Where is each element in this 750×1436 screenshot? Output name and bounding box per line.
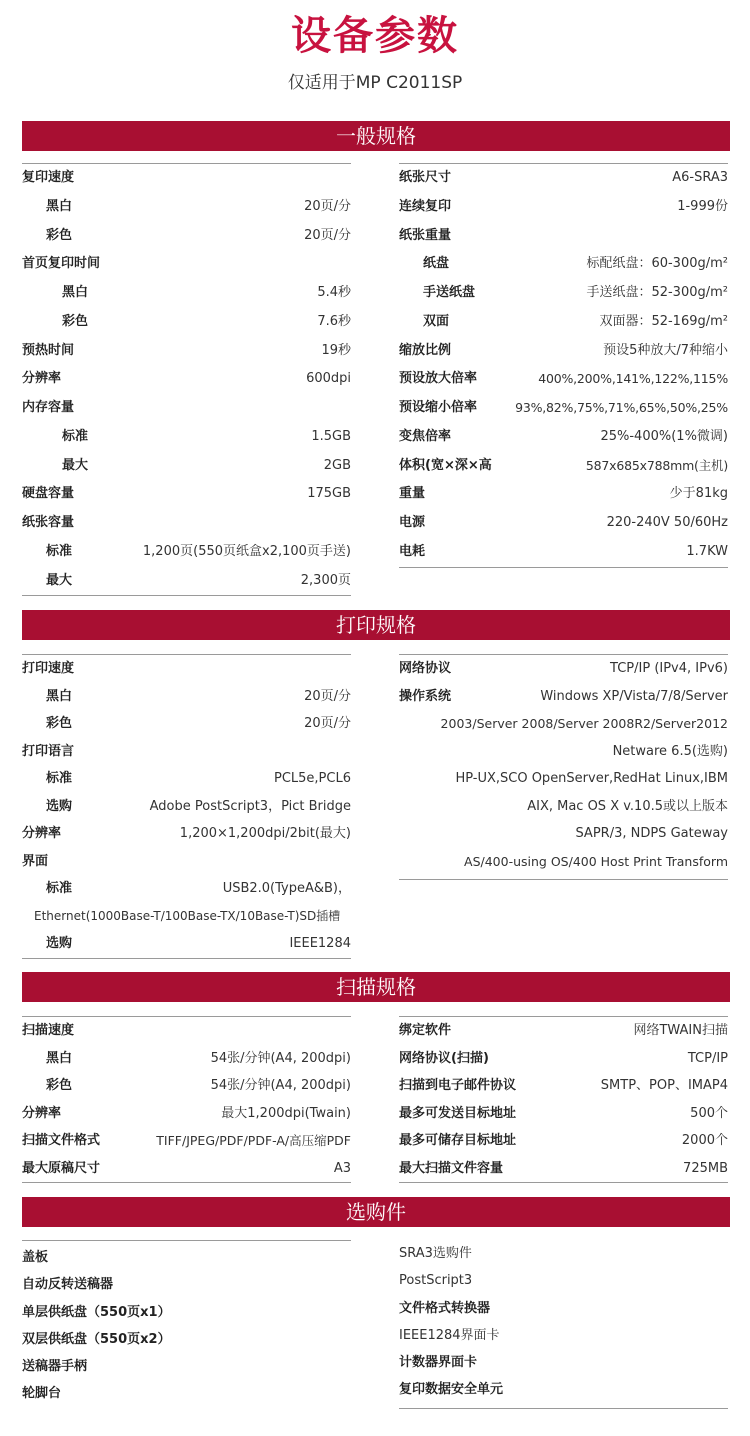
spec-label: 变焦倍率 [399, 428, 452, 444]
spec-label: 纸张容量 [22, 515, 75, 530]
section-header-print: 打印规格 [22, 610, 730, 640]
spec-value: Windows XP/Vista/7/8/Server [540, 688, 728, 704]
spec-row [399, 365, 728, 394]
spec-label: 纸张重量 [399, 227, 452, 243]
spec-row [22, 820, 351, 848]
spec-row [22, 765, 351, 793]
spec-value: 标配纸盘：60-300g/m² [586, 256, 728, 272]
spec-label: 预设缩小倍率 [399, 400, 478, 415]
spec-row [22, 250, 351, 279]
spec-row [399, 509, 728, 538]
spec-value: 20页/分 [304, 198, 351, 214]
spec-row [22, 222, 351, 251]
spec-value: 网络TWAIN扫描 [633, 1023, 728, 1038]
spec-row [399, 279, 728, 308]
spec-value: SAPR/3, NDPS Gateway [575, 826, 728, 841]
option-item [22, 1353, 351, 1380]
option-label: IEEE1284界面卡 [399, 1327, 500, 1343]
spec-row [399, 164, 728, 193]
spec-row [22, 567, 351, 596]
spec-label: 彩色 [62, 313, 89, 329]
option-item [22, 1380, 351, 1407]
spec-label: 纸盘 [423, 256, 450, 272]
spec-row [22, 1072, 351, 1100]
spec-label: 缩放比例 [399, 342, 452, 358]
option-label: 双层供纸盘（550页x2） [22, 1331, 171, 1347]
spec-row [22, 509, 351, 538]
spec-label: 最大 [62, 457, 89, 473]
spec-row [399, 820, 728, 848]
spec-row [399, 765, 728, 793]
spec-row [399, 337, 728, 366]
spec-row [22, 848, 351, 876]
spec-label: 手送纸盘 [423, 285, 476, 300]
spec-label: 网络协议(扫描) [399, 1050, 489, 1066]
spec-label: 选购 [46, 936, 73, 951]
options-left [22, 1240, 351, 1408]
spec-value: 587x685x788mm(主机) [585, 457, 728, 473]
spec-value: 1-999份 [677, 198, 728, 214]
spec-label: 双面 [423, 313, 450, 329]
spec-row [22, 1127, 351, 1155]
spec-value: 少于81kg [669, 486, 728, 502]
option-item [22, 1326, 351, 1353]
spec-row [22, 683, 351, 711]
spec-row [22, 1155, 351, 1183]
spec-row [22, 394, 351, 423]
spec-label: 标准 [46, 881, 73, 896]
spec-row [22, 738, 351, 766]
option-label: 轮脚台 [22, 1386, 62, 1402]
spec-value: 400%,200%,141%,122%,115% [538, 371, 728, 387]
spec-row [399, 793, 728, 821]
spec-value: 1.7KW [686, 543, 728, 559]
spec-label: 最多可储存目标地址 [399, 1133, 517, 1148]
spec-label: 界面 [22, 853, 49, 869]
spec-label: 预热时间 [22, 342, 75, 358]
spec-row [399, 738, 728, 766]
spec-value: 25%-400%(1%微调) [600, 428, 728, 444]
print-spec-left [22, 654, 351, 959]
spec-value: 175GB [307, 486, 351, 502]
print-spec-right [399, 654, 728, 880]
spec-value: 54张/分钟(A4, 200dpi) [210, 1078, 351, 1093]
spec-row [399, 1100, 728, 1128]
spec-label: 黑白 [62, 285, 89, 300]
option-label: 盖板 [22, 1250, 49, 1265]
spec-label: 扫描文件格式 [22, 1133, 101, 1148]
spec-value: 1,200页(550页纸盒x2,100页手送) [142, 543, 351, 559]
spec-value: 手送纸盘：52-300g/m² [586, 285, 728, 300]
spec-row [22, 452, 351, 481]
spec-value: USB2.0(TypeA&B)， [222, 881, 351, 896]
spec-row [399, 250, 728, 279]
spec-value: AIX, Mac OS X v.10.5或以上版本 [527, 798, 728, 814]
spec-label: 电耗 [399, 543, 426, 559]
option-item [399, 1267, 728, 1294]
spec-value: 2,300页 [300, 572, 351, 588]
spec-label: 复印速度 [22, 170, 75, 185]
spec-value: 600dpi [306, 371, 351, 387]
spec-row [22, 1045, 351, 1073]
option-label: 单层供纸盘（550页x1） [22, 1304, 171, 1320]
page-subtitle: 仅适用于MP C2011SP [287, 73, 463, 93]
option-label: SRA3选购件 [399, 1246, 472, 1261]
spec-row [399, 394, 728, 423]
spec-label: 标准 [46, 771, 73, 786]
spec-value: 最大1,200dpi(Twain) [221, 1105, 351, 1121]
spec-label: 连续复印 [399, 198, 452, 214]
spec-row [399, 480, 728, 509]
spec-row [399, 308, 728, 337]
spec-label: 电源 [399, 515, 426, 530]
spec-row [399, 1072, 728, 1100]
spec-row [22, 480, 351, 509]
spec-label: 内存容量 [22, 400, 75, 415]
spec-row [399, 848, 728, 876]
divider [22, 1182, 351, 1183]
option-label: 送稿器手柄 [22, 1359, 88, 1375]
divider [399, 567, 728, 568]
spec-value: Netware 6.5(选购) [612, 743, 728, 759]
spec-row [22, 423, 351, 452]
spec-value: 5.4秒 [317, 285, 351, 300]
spec-row [22, 279, 351, 308]
spec-row [399, 655, 728, 683]
option-item [399, 1240, 728, 1267]
option-label: 自动反转送稿器 [22, 1277, 114, 1293]
spec-label: 操作系统 [399, 688, 452, 704]
spec-row [399, 423, 728, 452]
spec-row [22, 710, 351, 738]
spec-label: 网络协议 [399, 661, 452, 676]
spec-value: 2GB [323, 457, 351, 473]
section-header-options: 选购件 [22, 1197, 730, 1227]
spec-row [399, 222, 728, 251]
spec-label: 绑定软件 [399, 1023, 452, 1038]
spec-label: 分辨率 [22, 371, 62, 387]
scan-spec-right [399, 1016, 728, 1183]
option-label: 复印数据安全单元 [399, 1382, 504, 1398]
spec-row [22, 793, 351, 821]
option-label: 文件格式转换器 [399, 1300, 491, 1316]
spec-row [399, 538, 728, 567]
spec-row [22, 1100, 351, 1128]
spec-value: 双面器：52-169g/m² [599, 313, 728, 329]
spec-value: 2003/Server 2008/Server 2008R2/Server2012 [440, 716, 728, 731]
spec-value: 500个 [690, 1105, 728, 1121]
option-item [22, 1244, 351, 1271]
spec-row [22, 655, 351, 683]
spec-label: 打印速度 [22, 661, 75, 676]
spec-row [22, 875, 351, 903]
spec-label: 标准 [46, 543, 73, 559]
spec-value: 20页/分 [304, 227, 351, 243]
spec-row [399, 193, 728, 222]
spec-value: IEEE1284 [289, 936, 351, 951]
divider [22, 595, 351, 596]
spec-label: 首页复印时间 [22, 256, 101, 272]
spec-label: 扫描到电子邮件协议 [399, 1078, 517, 1093]
section-header-scan: 扫描规格 [22, 972, 730, 1002]
spec-row [22, 193, 351, 222]
spec-label: 标准 [62, 428, 89, 444]
spec-row [22, 930, 351, 958]
spec-value: 220-240V 50/60Hz [606, 515, 728, 530]
spec-row [399, 1017, 728, 1045]
spec-label: 最大原稿尺寸 [22, 1160, 101, 1176]
spec-value: 1,200×1,200dpi/2bit(最大) [179, 826, 351, 841]
spec-row [22, 365, 351, 394]
option-item [399, 1322, 728, 1349]
option-label: PostScript3 [399, 1273, 473, 1289]
section-header-general: 一般规格 [22, 121, 730, 151]
spec-label: 纸张尺寸 [399, 170, 452, 185]
spec-value: Adobe PostScript3，Pict Bridge [149, 798, 351, 814]
spec-label: 硬盘容量 [22, 486, 75, 502]
spec-value: 54张/分钟(A4, 200dpi) [210, 1050, 351, 1066]
option-item [399, 1349, 728, 1376]
spec-label: 预设放大倍率 [399, 371, 478, 387]
scan-spec-left [22, 1016, 351, 1183]
spec-label: 最大扫描文件容量 [399, 1160, 504, 1176]
spec-row [399, 1045, 728, 1073]
spec-value: 20页/分 [304, 716, 351, 731]
spec-value: TCP/IP [687, 1050, 728, 1066]
spec-row [399, 1155, 728, 1183]
spec-row [399, 452, 728, 481]
spec-row [22, 308, 351, 337]
option-item [22, 1299, 351, 1326]
spec-value: AS/400-using OS/400 Host Print Transform [464, 853, 728, 869]
option-item [399, 1295, 728, 1322]
spec-value: HP-UX,SCO OpenServer,RedHat Linux,IBM [455, 771, 728, 786]
spec-label: 分辨率 [22, 1105, 62, 1121]
spec-row [22, 1017, 351, 1045]
spec-label: 最多可发送目标地址 [399, 1105, 517, 1121]
spec-value: A3 [333, 1160, 351, 1176]
spec-label: 黑白 [46, 1050, 73, 1066]
spec-label: 黑白 [46, 688, 73, 704]
spec-label: 打印语言 [22, 743, 75, 759]
general-spec-left [22, 163, 351, 596]
spec-value: 预设5种放大/7种缩小 [603, 342, 728, 358]
option-item [22, 1271, 351, 1298]
spec-label: 选购 [46, 798, 73, 814]
options-right [399, 1240, 728, 1409]
spec-row [22, 337, 351, 366]
spec-value: TCP/IP (IPv4, IPv6) [610, 661, 728, 676]
divider [399, 1408, 728, 1409]
spec-label: 分辨率 [22, 826, 62, 841]
spec-value: 725MB [683, 1160, 728, 1176]
divider [22, 958, 351, 959]
spec-label: 黑白 [46, 198, 73, 214]
option-label: 计数器界面卡 [399, 1355, 478, 1371]
spec-value: 93%,82%,75%,71%,65%,50%,25% [515, 400, 728, 415]
spec-label: 体积(宽×深×高 [399, 457, 492, 473]
divider [399, 1182, 728, 1183]
spec-value: 19秒 [321, 342, 351, 358]
spec-value: PCL5e,PCL6 [274, 771, 351, 786]
page-title: 设备参数 [291, 13, 459, 59]
spec-row [22, 164, 351, 193]
spec-value: SMTP、POP、IMAP4 [600, 1078, 728, 1093]
divider [399, 879, 728, 880]
spec-label: 重量 [399, 486, 426, 502]
spec-value: TIFF/JPEG/PDF/PDF-A/高压缩PDF [156, 1133, 351, 1148]
spec-label: 彩色 [46, 227, 73, 243]
spec-label: 彩色 [46, 1078, 73, 1093]
spec-label: 最大 [46, 572, 73, 588]
spec-value: Ethernet(1000Base-T/100Base-TX/10Base-T)SD插槽 [34, 908, 341, 923]
spec-value: A6-SRA3 [672, 170, 728, 185]
spec-label: 彩色 [46, 716, 73, 731]
general-spec-right [399, 163, 728, 568]
option-item [399, 1376, 728, 1403]
spec-value: 7.6秒 [317, 313, 351, 329]
spec-row [399, 710, 728, 738]
spec-value: 2000个 [681, 1133, 728, 1148]
spec-row [22, 903, 351, 931]
spec-row [399, 683, 728, 711]
spec-label: 扫描速度 [22, 1023, 75, 1038]
spec-value: 20页/分 [304, 688, 351, 704]
spec-row [399, 1127, 728, 1155]
spec-value: 1.5GB [311, 428, 351, 444]
spec-row [22, 538, 351, 567]
divider [22, 1240, 351, 1241]
